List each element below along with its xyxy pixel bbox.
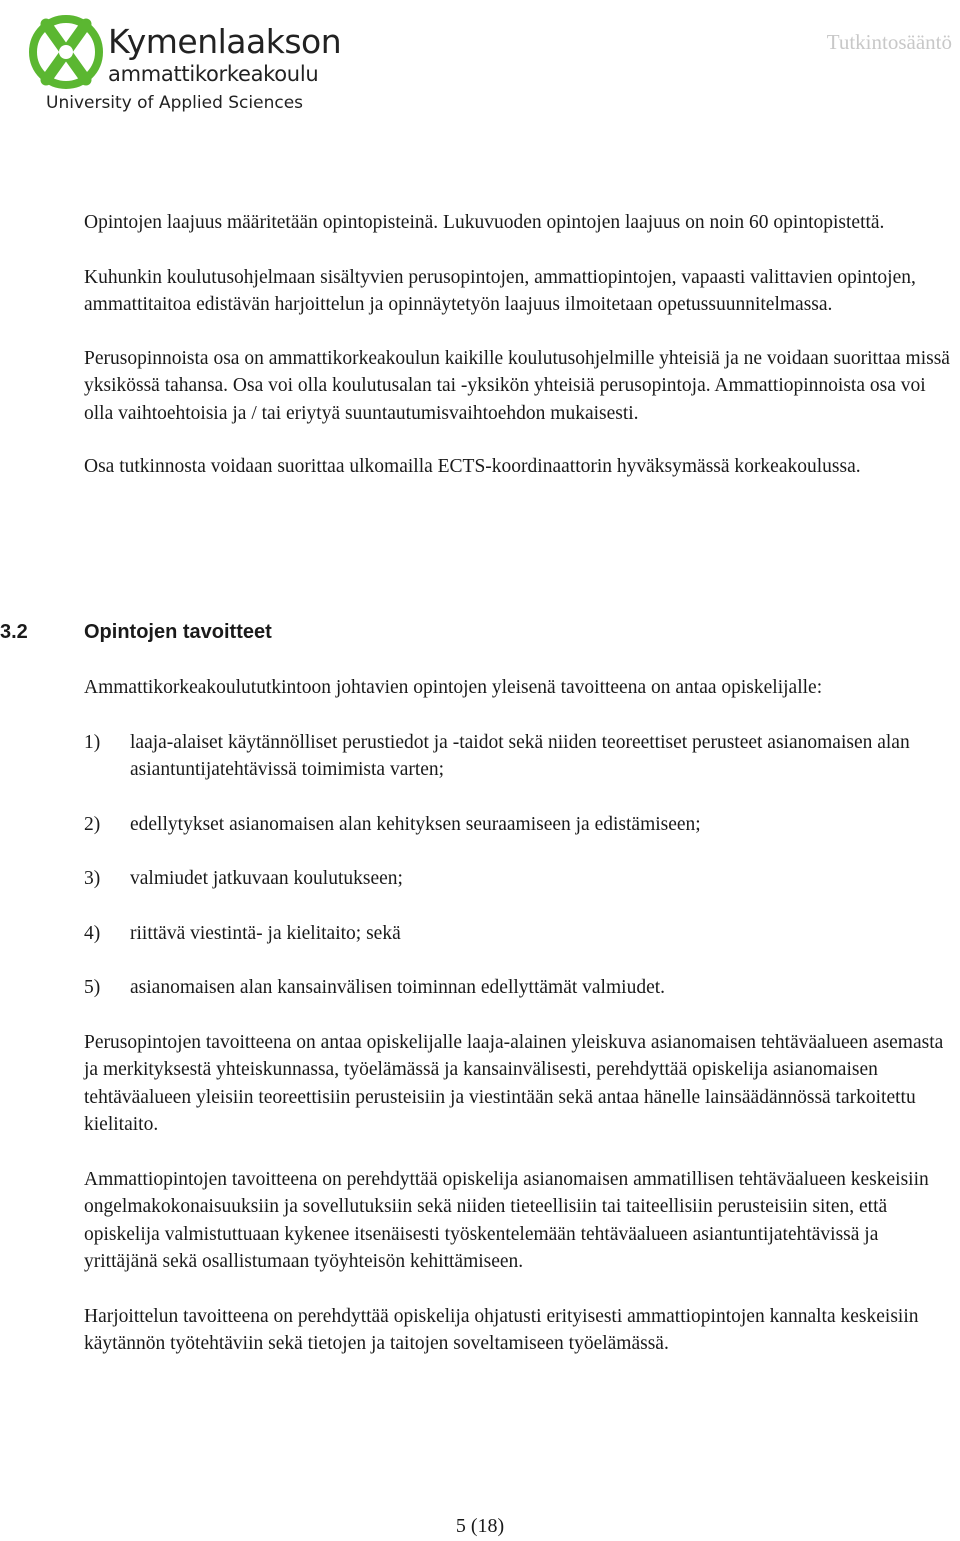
paragraph: Perusopinnoista osa on ammattikorkeakoulun kaikille koulutusohjelmille yhteisiä ja ne voidaan suorittaa missä yksikössä tahansa. Osa voi olla koulutusalan tai -yksikön yhteisiä perusopintoja. Ammattiopinnoista osa voi olla vaihtoehtoisia ja / tai eriytyä suuntautumisvaihtoehdon mukaisesti. <box>84 347 950 424</box>
logo-subtitle: ammattikorkeakoulu <box>108 62 319 86</box>
goal-marker: 3) <box>84 868 101 889</box>
goal-text: valmiudet jatkuvaan koulutukseen; <box>130 868 403 889</box>
logo-name: Kymenlaakson <box>108 22 342 61</box>
logo-english-name: University of Applied Sciences <box>46 93 304 113</box>
goal-marker: 4) <box>84 922 101 944</box>
goal-item <box>84 920 956 948</box>
paragraph: Opintojen laajuus määritetään opintopisteinä. Lukuvuoden opintojen laajuus on noin 60 opintopistettä. <box>84 212 885 233</box>
paragraph: Perusopintojen tavoitteena on antaa opiskelijalle laaja-alainen yleiskuva asianomaisen tehtäväalueen asemasta ja merkityksestä yhteiskunnassa, työelämässä ja kansainvälisesti, perehdyttää opiskelija asianomaisen tehtäväalueen yleisiin teoreettisiin perusteisiin ja viestintään sekä antaa hänelle lainsäädännössä tarkoitettu kielitaito. <box>84 1031 944 1135</box>
university-logo <box>28 10 342 120</box>
goal-marker: 1) <box>84 731 101 753</box>
logo-emblem-icon <box>28 12 104 92</box>
goal-text: riittävä viestintä- ja kielitaito; sekä <box>130 922 401 944</box>
paragraph: Kuhunkin koulutusohjelmaan sisältyvien perusopintojen, ammattiopintojen, vapaasti valittavien opintojen, ammattitaitoa edistävän harjoittelun ja opinnäytetyön laajuus ilmoitetaan opetussuunnitelmassa. <box>84 266 916 315</box>
page-number: 5 (18) <box>455 1515 505 1537</box>
section-heading <box>0 618 272 646</box>
goal-item <box>84 729 956 784</box>
section-number: 3.2 <box>0 621 28 643</box>
goal-marker: 2) <box>84 813 101 835</box>
document-title: Tutkintosääntö <box>826 30 952 54</box>
goal-item <box>84 811 956 839</box>
goal-text: edellytykset asianomaisen alan kehityksen seuraamiseen ja edistämiseen; <box>130 813 701 835</box>
goal-text: laaja-alaiset käytännölliset perustiedot ja -taidot sekä niiden teoreettiset perusteet asianomaisen alan asiantuntijatehtävissä toimimista varten; <box>130 731 910 780</box>
paragraph: Osa tutkinnosta voidaan suorittaa ulkomailla ECTS-koordinaattorin hyväksymässä korkeakoulussa. <box>84 456 861 477</box>
goal-item <box>84 865 956 893</box>
paragraph: Harjoittelun tavoitteena on perehdyttää opiskelija ohjatusti erityisesti ammattiopintojen kannalta keskeisiin käytännön työtehtäviin sekä tietojen ja taitojen soveltamiseen työelämässä. <box>84 1305 919 1354</box>
goal-text: asianomaisen alan kansainvälisen toiminnan edellyttämät valmiudet. <box>130 977 666 998</box>
section-title: Opintojen tavoitteet <box>84 621 272 643</box>
goal-marker: 5) <box>84 977 101 998</box>
section-intro-body <box>84 209 956 481</box>
intro-paragraph: Ammattikorkeakoulututkintoon johtavien opintojen yleisenä tavoitteena on antaa opiskelijalle: <box>84 677 823 698</box>
section-body <box>84 674 956 1358</box>
goal-item <box>84 974 956 1002</box>
paragraph: Ammattiopintojen tavoitteena on perehdyttää opiskelija asianomaisen ammatillisen tehtäväalueen keskeisiin ongelmakokonaisuuksiin ja sovellutuksiin sekä niiden tieteellisiin tai taiteellisiin perusteisiin siten, että opiskelija valmistuttuaan kykenee itsenäisesti työskentelemään tehtäväalueen asiantuntijatehtävissä ja yrittäjänä sekä osallistumaan työyhteisön kehittämiseen. <box>84 1168 929 1272</box>
